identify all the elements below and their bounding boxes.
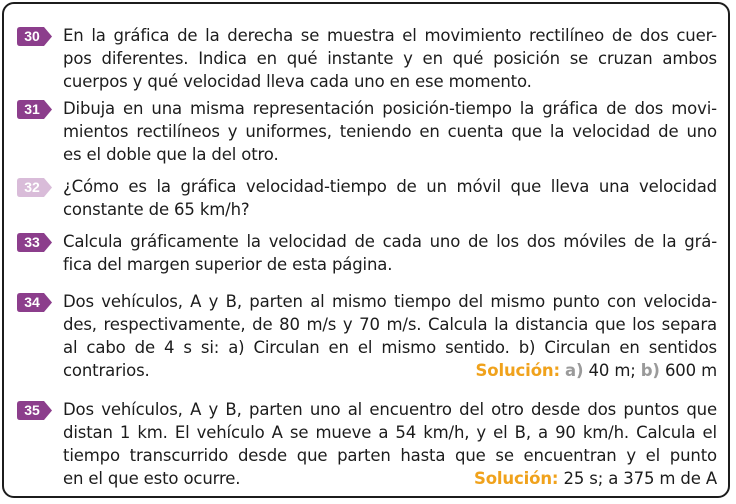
text-line: mientos rectilíneos y uniformes, teniendo en cuenta que la velocidad de uno [63, 122, 717, 141]
exercise-number-badge [17, 401, 53, 420]
text-line: ¿Cómo es la gráfica velocidad-tiempo de un móvil que lleva una velocidad [63, 177, 717, 196]
solution [476, 359, 717, 382]
text-line: al cabo de 4 s si: a) Circulan en el mismo sentido. b) Circulan en sentidos [63, 338, 717, 357]
exercise-number: 35 [24, 402, 40, 418]
solution-value: 25 s; a 375 m de A [563, 469, 717, 488]
text-line: En la gráfica de la derecha se muestra el movimiento rectilíneo de dos cuer- [63, 26, 717, 45]
text-line: en el que esto ocurre. [63, 469, 241, 488]
solution [474, 467, 717, 490]
exercise-number-badge [17, 100, 53, 119]
exercise-number-badge [17, 27, 53, 46]
text-line: cuerpos y qué velocidad lleva cada uno en ese momento. [63, 72, 532, 91]
text-line: contrarios. [63, 361, 150, 380]
exercise-number: 31 [24, 101, 40, 117]
exercise-text [63, 230, 717, 276]
text-line: Dos vehículos, A y B, parten uno al encuentro del otro desde dos puntos que [63, 400, 717, 419]
solution-part-b: b) [640, 361, 660, 380]
text-line: Calcula gráficamente la velocidad de cada uno de los dos móviles de la grá- [63, 232, 717, 251]
solution-part-a: a) [565, 361, 584, 380]
text-line: des, respectivamente, de 80 m/s y 70 m/s. Calcula la distancia que los separa [63, 315, 717, 334]
solution-label: Solución: [473, 469, 559, 488]
solution-value-b: 600 m [664, 361, 717, 380]
text-line: Dibuja en una misma representación posición-tiempo la gráfica de dos movi- [63, 99, 717, 118]
text-line: Dos vehículos, A y B, parten al mismo tiempo del mismo punto con velocida- [63, 292, 717, 311]
exercise-number: 34 [24, 294, 40, 310]
exercise-text [63, 24, 717, 93]
exercise-number: 30 [24, 28, 40, 44]
text-line: distan 1 km. El vehículo A se mueve a 54 km/h, y el B, a 90 km/h. Calcula el [63, 423, 717, 442]
exercise-number: 33 [24, 234, 40, 250]
exercise-number: 32 [24, 179, 40, 195]
solution-label: Solución: [475, 361, 560, 380]
text-line-with-solution [63, 467, 717, 490]
text-line-with-solution [63, 359, 717, 382]
exercise-number-badge [17, 293, 53, 312]
exercise-text [63, 398, 717, 490]
text-line: es el doble que la del otro. [63, 145, 279, 164]
exercise-text [63, 175, 717, 221]
exercise-text [63, 290, 717, 382]
text-line: fica del margen superior de esta página. [63, 255, 393, 274]
solution-value-a: 40 m; [588, 361, 636, 380]
text-line: constante de 65 km/h? [63, 200, 250, 219]
text-line: tiempo transcurrido desde que parten hasta que se encuentran y el punto [63, 446, 717, 465]
exercise-number-badge [17, 178, 53, 197]
exercise-text [63, 97, 717, 166]
text-line: pos diferentes. Indica en qué instante y en qué posición se cruzan ambos [63, 49, 717, 68]
exercise-number-badge [17, 233, 53, 252]
